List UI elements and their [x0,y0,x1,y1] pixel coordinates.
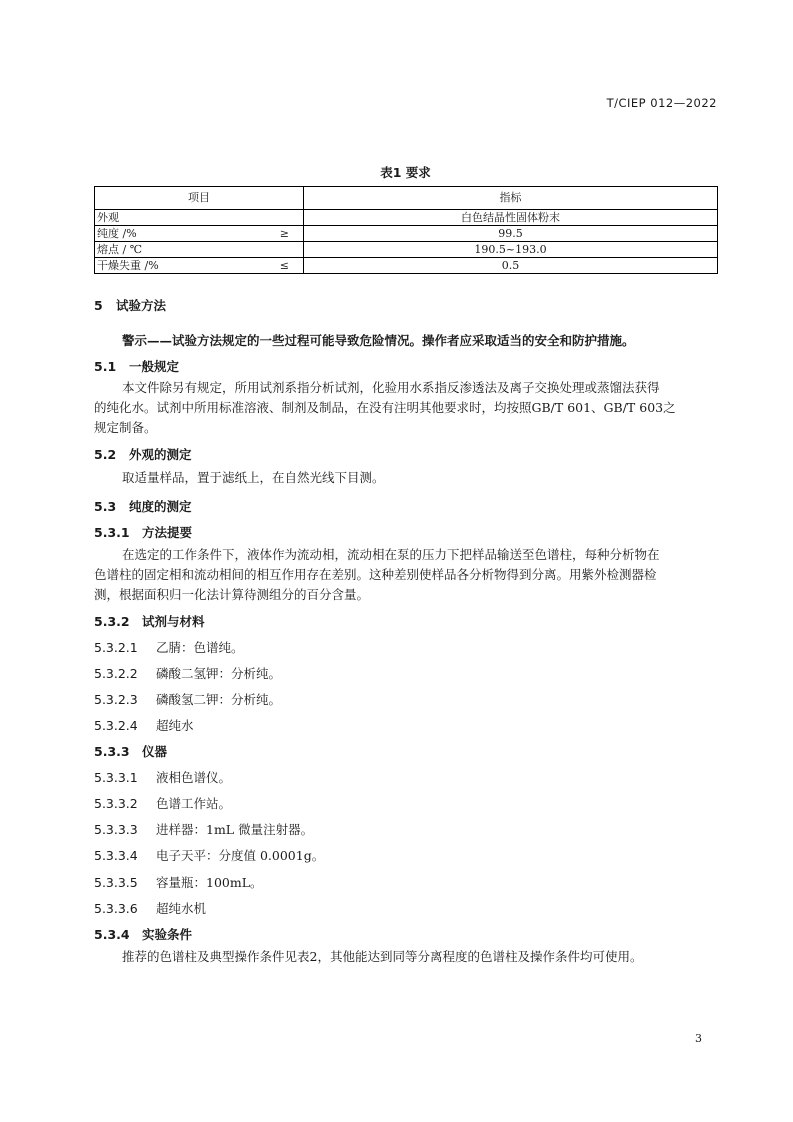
section-heading-5-1 [94,357,179,375]
item-text: 液相色谱仪。 [156,770,232,785]
section-number: 5.3.3 [94,744,130,759]
comparison-symbol: ≤ [279,259,289,272]
table-cell-item [95,226,304,242]
table-row [95,242,718,258]
list-item [94,690,281,708]
item-number: 5.3.3.6 [94,901,138,916]
item-text: 乙腈：色谱纯。 [156,640,244,655]
item-text: 进样器：1mL 微量注射器。 [156,822,314,837]
item-number: 5.3.3.4 [94,848,138,863]
section-heading-5-3-1 [94,523,192,541]
comparison-symbol: ≥ [279,227,289,240]
comparison-symbol [289,242,301,257]
requirements-table [94,186,718,274]
list-item [94,794,231,812]
item-text: 色谱工作站。 [156,796,232,811]
list-item [94,899,206,917]
item-number: 5.3.3.5 [94,875,138,890]
list-item [94,846,324,864]
comparison-symbol [289,210,301,225]
item-text: 磷酸二氢钾：分析纯。 [156,666,282,681]
item-text: 磷酸氢二钾：分析纯。 [156,692,282,707]
list-item [94,664,281,682]
section-number: 5.3.1 [94,525,130,540]
item-text: 容量瓶：100mL。 [156,875,263,890]
paragraph-line: 本文件除另有规定，所用试剂系指分析试剂，化验用水系指反渗透法及离子交换处理或蒸馏法获得 [122,380,660,395]
section-title: 试验方法 [116,298,167,313]
table-cell-value: 0.5 [304,258,718,274]
paragraph-line: 色谱柱的固定相和流动相间的相互作用存在差别。这种差别使样品各分析物得到分离。用紫外检测器检 [94,567,657,582]
section-number: 5.3.2 [94,614,130,629]
list-item [94,768,231,786]
item-text: 超纯水 [156,718,194,733]
section-title: 一般规定 [129,359,180,374]
list-item [94,716,194,734]
section-heading-5 [94,296,166,314]
item-label: 外观 [97,211,119,224]
table-cell-item [95,210,304,226]
paragraph-line: 推荐的色谱柱及典型操作条件见表2，其他能达到同等分离程度的色谱柱及操作条件均可使用。 [122,949,643,964]
item-label: 纯度 /% [97,227,137,240]
section-heading-5-3-3 [94,742,167,760]
paragraph-line: 规定制备。 [94,420,157,435]
section-heading-5-3-4 [94,925,192,943]
section-number: 5.3 [94,499,117,514]
table-header-row [95,187,718,210]
item-text: 超纯水机 [156,901,207,916]
section-heading-5-3 [94,497,192,515]
item-number: 5.3.3.2 [94,796,138,811]
section-title: 外观的测定 [129,447,192,462]
item-number: 5.3.3.1 [94,770,138,785]
item-label: 熔点 / ℃ [97,243,143,256]
paragraph-line: 取适量样品，置于滤纸上，在自然光线下目测。 [122,470,385,485]
table-cell-value: 99.5 [304,226,718,242]
section-heading-5-3-2 [94,612,205,630]
table-row [95,226,718,242]
list-item [94,873,263,891]
section-title: 试剂与材料 [142,614,205,629]
table-row [95,258,718,274]
column-header-index: 指标 [304,187,718,210]
paragraph-line: 在选定的工作条件下，液体作为流动相，流动相在泵的压力下把样品输送至色谱柱，每种分析物在 [122,547,660,562]
section-heading-5-2 [94,445,192,463]
item-text: 电子天平：分度值 0.0001g。 [156,848,325,863]
paragraph-line: 测，根据面积归一化法计算待测组分的百分含量。 [94,587,370,602]
item-number: 5.3.2.1 [94,640,138,655]
table-cell-item [95,242,304,258]
safety-warning: 警示——试验方法规定的一些过程可能导致危险情况。操作者应采取适当的安全和防护措施。 [122,333,635,348]
item-number: 5.3.2.2 [94,666,138,681]
section-title: 方法提要 [142,525,193,540]
table-cell-item [95,258,304,274]
table-row [95,210,718,226]
item-number: 5.3.3.3 [94,822,138,837]
page-number: 3 [695,1032,702,1045]
document-id: T/CIEP 012—2022 [606,96,717,110]
table-cell-value: 白色结晶性固体粉末 [304,210,718,226]
section-number: 5.1 [94,359,117,374]
paragraph-line: 的纯化水。试剂中所用标准溶液、制剂及制品，在没有注明其他要求时，均按照GB/T 601、GB/T 603之 [94,400,676,415]
item-number: 5.3.2.3 [94,692,138,707]
list-item [94,820,313,838]
list-item [94,638,244,656]
section-number: 5 [94,298,103,313]
column-header-item: 项目 [95,187,304,210]
item-label: 干燥失重 /% [97,259,159,272]
section-title: 实验条件 [142,927,193,942]
table-title: 表1 要求 [380,165,431,180]
item-number: 5.3.2.4 [94,718,138,733]
section-title: 纯度的测定 [129,499,192,514]
table-cell-value: 190.5~193.0 [304,242,718,258]
section-number: 5.2 [94,447,117,462]
section-title: 仪器 [142,744,168,759]
section-number: 5.3.4 [94,927,130,942]
